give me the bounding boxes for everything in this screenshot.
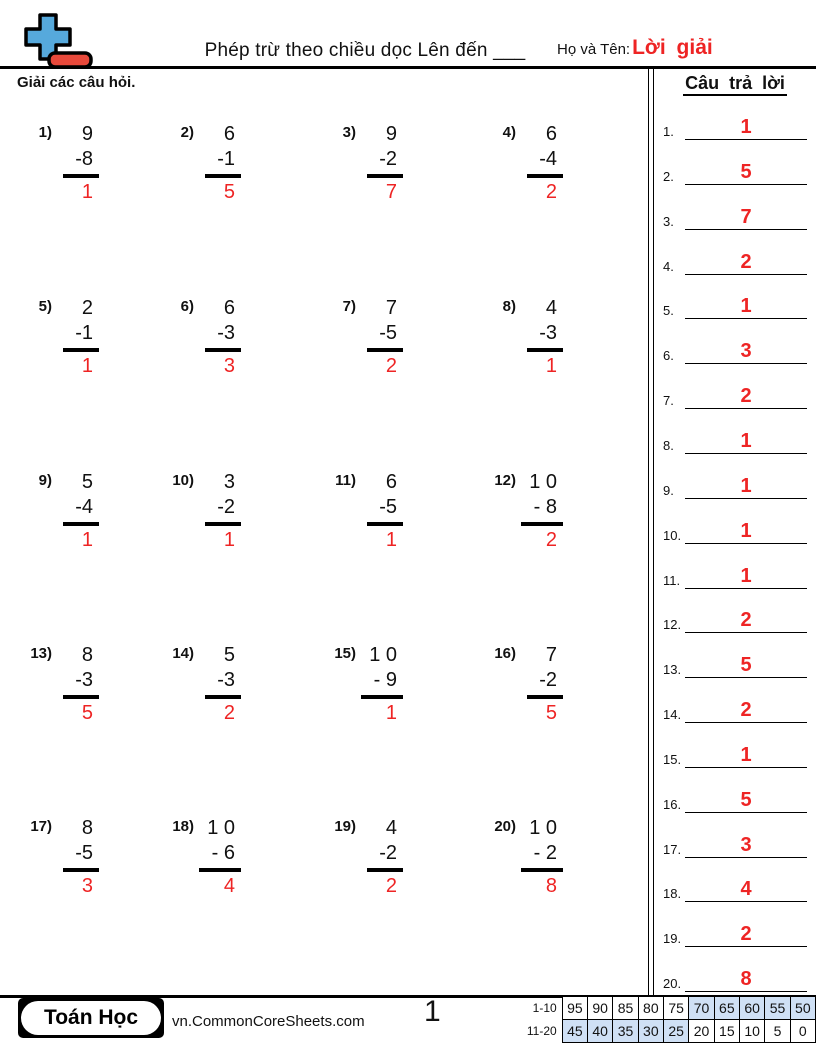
subtrahend: -4: [75, 496, 93, 518]
problem-number: 1): [38, 124, 52, 141]
answer-row-number: 14.: [663, 707, 682, 723]
problem-number: 4): [502, 124, 516, 141]
answer-value: 5: [740, 654, 752, 677]
answer-row-number: 8.: [663, 437, 674, 453]
problem-work: [361, 296, 403, 379]
subtrahend: -4: [539, 148, 557, 170]
problem-cell: [490, 816, 563, 899]
subtrahend: -2: [539, 669, 557, 691]
answer-row-number: 16.: [663, 796, 682, 812]
equals-line: [367, 522, 403, 526]
equals-line: [205, 522, 241, 526]
score-range-label: 1-10: [532, 1001, 557, 1015]
minuend: 7: [545, 644, 557, 666]
problem-work: [521, 643, 563, 726]
equals-line: [63, 174, 99, 178]
answer-row-number: 20.: [663, 976, 682, 992]
subtrahend: -2: [379, 842, 397, 864]
minuend: 1 0: [207, 817, 235, 839]
difference-answer: 5: [81, 701, 93, 724]
problem-number: 13): [30, 645, 52, 662]
difference-answer: 8: [545, 874, 557, 897]
equals-line: [527, 348, 563, 352]
minuend: 1 0: [369, 644, 397, 666]
answer-row-number: 19.: [663, 931, 682, 947]
difference-answer: 1: [545, 354, 557, 377]
plus-minus-logo: [22, 12, 96, 70]
answer-value: 2: [740, 923, 752, 946]
difference-answer: 3: [81, 874, 93, 897]
equals-line: [361, 695, 403, 699]
answer-blank-line: [685, 340, 807, 364]
problem-cell: [168, 296, 241, 379]
answer-blank-line: [685, 834, 807, 858]
minuend: 2: [81, 297, 93, 319]
problem-work: [199, 296, 241, 379]
answer-row-number: 11.: [663, 572, 681, 588]
answer-row: [655, 326, 815, 364]
problem-number: 10): [172, 472, 194, 489]
score-cell: 5: [765, 1020, 790, 1043]
answer-value: 1: [740, 429, 752, 452]
answer-row: [655, 775, 815, 813]
problem-number: 6): [180, 298, 194, 315]
equals-line: [205, 174, 241, 178]
answer-row: [655, 685, 815, 723]
subtrahend: -5: [379, 322, 397, 344]
page-number: 1: [424, 995, 441, 1028]
answers-separator: [648, 67, 654, 995]
answer-blank-line: [685, 878, 807, 902]
answer-value: 1: [740, 295, 752, 318]
answer-row-number: 18.: [663, 886, 682, 902]
answer-row: [655, 102, 815, 140]
subtrahend: -1: [75, 322, 93, 344]
subtrahend: -5: [379, 496, 397, 518]
score-cell: 25: [664, 1020, 689, 1043]
answer-value: 1: [740, 564, 752, 587]
answer-row: [655, 595, 815, 633]
answer-blank-line: [685, 699, 807, 723]
answer-blank-line: [685, 744, 807, 768]
answers-title: Câu trả lời: [656, 73, 814, 94]
minuend: 6: [223, 297, 235, 319]
answer-row-number: 6.: [663, 348, 674, 364]
answer-blank-line: [685, 475, 807, 499]
difference-answer: 1: [81, 354, 93, 377]
answer-value: 3: [740, 833, 752, 856]
difference-answer: 1: [81, 180, 93, 203]
subtrahend: -3: [217, 322, 235, 344]
problem-cell: [26, 296, 99, 379]
score-cell: 55: [765, 997, 790, 1020]
equals-line: [63, 695, 99, 699]
problem-cell: [490, 122, 563, 205]
problem-number: 5): [38, 298, 52, 315]
subtrahend: -2: [379, 148, 397, 170]
problem-cell: [26, 816, 99, 899]
answer-value: 7: [740, 205, 752, 228]
answer-blank-line: [685, 609, 807, 633]
score-cell: 45: [562, 1020, 587, 1043]
problem-cell: [330, 816, 403, 899]
answer-row: [655, 371, 815, 409]
problem-work: [361, 122, 403, 205]
answer-blank-line: [685, 385, 807, 409]
problem-work: [361, 470, 403, 553]
answer-row-number: 5.: [663, 303, 674, 319]
site-url: vn.CommonCoreSheets.com: [172, 1013, 365, 1030]
minuend: 5: [223, 644, 235, 666]
answer-row: [655, 192, 815, 230]
minuend: 6: [545, 123, 557, 145]
answer-value: 1: [740, 474, 752, 497]
equals-line: [63, 868, 99, 872]
name-row: [557, 36, 713, 60]
score-cell: 90: [588, 997, 613, 1020]
answer-blank-line: [685, 116, 807, 140]
problem-work: [521, 470, 563, 553]
score-row: [516, 997, 816, 1020]
answer-blank-line: [685, 968, 807, 992]
answer-row: [655, 954, 815, 992]
problem-number: 16): [494, 645, 516, 662]
problem-work: [361, 643, 403, 726]
equals-line: [199, 868, 241, 872]
problem-cell: [330, 122, 403, 205]
score-cell: 20: [689, 1020, 714, 1043]
answer-value: 5: [740, 160, 752, 183]
subtrahend: -5: [75, 842, 93, 864]
answer-row: [655, 909, 815, 947]
answer-row-number: 4.: [663, 258, 674, 274]
difference-answer: 2: [223, 701, 235, 724]
equals-line: [367, 174, 403, 178]
score-cell: 40: [588, 1020, 613, 1043]
answer-value: 1: [740, 519, 752, 542]
equals-line: [205, 348, 241, 352]
score-cell: 75: [664, 997, 689, 1020]
difference-answer: 4: [223, 874, 235, 897]
difference-answer: 1: [385, 528, 397, 551]
minuend: 8: [81, 644, 93, 666]
subtrahend: - 2: [533, 842, 557, 864]
minuend: 4: [545, 297, 557, 319]
answer-row: [655, 820, 815, 858]
answer-row-number: 9.: [663, 482, 674, 498]
problem-work: [57, 296, 99, 379]
subtrahend: - 9: [373, 669, 397, 691]
problem-work: [199, 470, 241, 553]
problem-cell: [26, 643, 99, 726]
answer-row-number: 13.: [663, 662, 682, 678]
problem-cell: [330, 296, 403, 379]
instructions-text: Giải các câu hỏi.: [17, 74, 136, 91]
problem-cell: [168, 816, 241, 899]
difference-answer: 2: [385, 354, 397, 377]
difference-answer: 2: [545, 528, 557, 551]
problem-work: [521, 122, 563, 205]
answer-row: [655, 730, 815, 768]
difference-answer: 1: [385, 701, 397, 724]
score-cell: 70: [689, 997, 714, 1020]
difference-answer: 1: [223, 528, 235, 551]
subject-badge: [18, 998, 164, 1038]
problem-number: 11): [335, 472, 356, 489]
problem-number: 19): [334, 818, 356, 835]
subtrahend: -2: [217, 496, 235, 518]
answer-row-number: 3.: [663, 213, 674, 229]
score-cell: 65: [714, 997, 739, 1020]
answer-blank-line: [685, 295, 807, 319]
problem-number: 8): [502, 298, 516, 315]
problem-work: [57, 643, 99, 726]
minuend: 9: [385, 123, 397, 145]
problem-work: [361, 816, 403, 899]
answer-value: 2: [740, 385, 752, 408]
answer-row: [655, 237, 815, 275]
equals-line: [63, 348, 99, 352]
equals-line: [63, 522, 99, 526]
name-label: Họ và Tên:: [557, 41, 631, 58]
subtrahend: -8: [75, 148, 93, 170]
subtrahend: -1: [217, 148, 235, 170]
answer-row-number: 7.: [663, 393, 674, 409]
answer-row: [655, 864, 815, 902]
answer-blank-line: [685, 206, 807, 230]
problem-cell: [168, 470, 241, 553]
problem-number: 15): [334, 645, 356, 662]
answer-row: [655, 147, 815, 185]
problem-cell: [330, 470, 403, 553]
minus-icon: [49, 53, 91, 67]
worksheet-title: Phép trừ theo chiều dọc Lên đến ___: [204, 40, 526, 61]
answer-blank-line: [685, 654, 807, 678]
answer-value: 2: [740, 250, 752, 273]
difference-answer: 3: [223, 354, 235, 377]
subtrahend: -3: [217, 669, 235, 691]
minuend: 4: [385, 817, 397, 839]
answer-row: [655, 416, 815, 454]
minuend: 3: [223, 471, 235, 493]
answer-row-number: 15.: [663, 751, 682, 767]
score-table: [516, 996, 816, 1043]
problem-number: 7): [342, 298, 356, 315]
minuend: 8: [81, 817, 93, 839]
difference-answer: 2: [545, 180, 557, 203]
problem-cell: [490, 296, 563, 379]
score-cell: 10: [739, 1020, 764, 1043]
answer-blank-line: [685, 520, 807, 544]
difference-answer: 2: [385, 874, 397, 897]
score-cell: 35: [613, 1020, 638, 1043]
minuend: 1 0: [529, 471, 557, 493]
subtrahend: - 6: [211, 842, 235, 864]
answer-row: [655, 551, 815, 589]
difference-answer: 7: [385, 180, 397, 203]
answer-blank-line: [685, 430, 807, 454]
difference-answer: 5: [545, 701, 557, 724]
subtrahend: - 8: [533, 496, 557, 518]
equals-line: [521, 868, 563, 872]
score-range-label: 11-20: [526, 1024, 557, 1038]
subtrahend: -3: [539, 322, 557, 344]
score-cell: 80: [638, 997, 663, 1020]
problem-cell: [26, 122, 99, 205]
score-row: [516, 1020, 816, 1043]
answer-blank-line: [685, 789, 807, 813]
answer-row-number: 1.: [663, 124, 674, 139]
problem-cell: [26, 470, 99, 553]
equals-line: [527, 174, 563, 178]
answer-value: 2: [740, 609, 752, 632]
answer-row: [655, 281, 815, 319]
problem-work: [199, 122, 241, 205]
subtrahend: -3: [75, 669, 93, 691]
problem-cell: [168, 122, 241, 205]
problem-cell: [168, 643, 241, 726]
minuend: 6: [223, 123, 235, 145]
problem-number: 14): [172, 645, 194, 662]
equals-line: [367, 868, 403, 872]
problem-number: 2): [180, 124, 194, 141]
answer-row-number: 2.: [663, 168, 674, 184]
problem-cell: [490, 643, 563, 726]
equals-line: [527, 695, 563, 699]
minuend: 7: [385, 297, 397, 319]
answer-row-number: 10.: [663, 527, 682, 543]
answer-row-number: 12.: [663, 617, 682, 633]
answer-value: 1: [740, 743, 752, 766]
score-cell: 50: [790, 997, 815, 1020]
answer-value: 3: [740, 340, 752, 363]
problem-work: [57, 816, 99, 899]
problem-number: 9): [38, 472, 52, 489]
minuend: 6: [385, 471, 397, 493]
score-cell: 0: [790, 1020, 815, 1043]
equals-line: [205, 695, 241, 699]
problem-work: [199, 643, 241, 726]
difference-answer: 5: [223, 180, 235, 203]
score-cell: 95: [562, 997, 587, 1020]
answer-row: [655, 640, 815, 678]
problem-number: 18): [172, 818, 194, 835]
subject-badge-label: Toán Học: [21, 1001, 161, 1035]
answer-row: [655, 506, 815, 544]
minuend: 1 0: [529, 817, 557, 839]
problem-number: 3): [342, 124, 356, 141]
answer-blank-line: [685, 565, 807, 589]
score-cell: 60: [739, 997, 764, 1020]
header-rule: [0, 66, 816, 69]
problem-work: [57, 470, 99, 553]
answer-value: 1: [740, 116, 752, 138]
answer-key-label: Lời giải: [632, 36, 713, 59]
answer-value: 5: [740, 788, 752, 811]
answer-row: [655, 461, 815, 499]
answer-value: 2: [740, 699, 752, 722]
difference-answer: 1: [81, 528, 93, 551]
answer-blank-line: [685, 161, 807, 185]
problem-work: [521, 296, 563, 379]
problem-cell: [490, 470, 563, 553]
score-cell: 85: [613, 997, 638, 1020]
score-cell: 15: [714, 1020, 739, 1043]
minuend: 5: [81, 471, 93, 493]
problem-number: 12): [494, 472, 516, 489]
problem-number: 20): [494, 818, 516, 835]
problem-work: [199, 816, 241, 899]
minuend: 9: [81, 123, 93, 145]
answer-blank-line: [685, 923, 807, 947]
problem-work: [57, 122, 99, 205]
answer-row-number: 17.: [663, 841, 682, 857]
answer-value: 4: [740, 878, 752, 901]
problem-number: 17): [30, 818, 52, 835]
answer-value: 8: [740, 968, 752, 991]
equals-line: [367, 348, 403, 352]
problem-work: [521, 816, 563, 899]
equals-line: [521, 522, 563, 526]
problem-cell: [330, 643, 403, 726]
score-cell: 30: [638, 1020, 663, 1043]
answer-blank-line: [685, 251, 807, 275]
